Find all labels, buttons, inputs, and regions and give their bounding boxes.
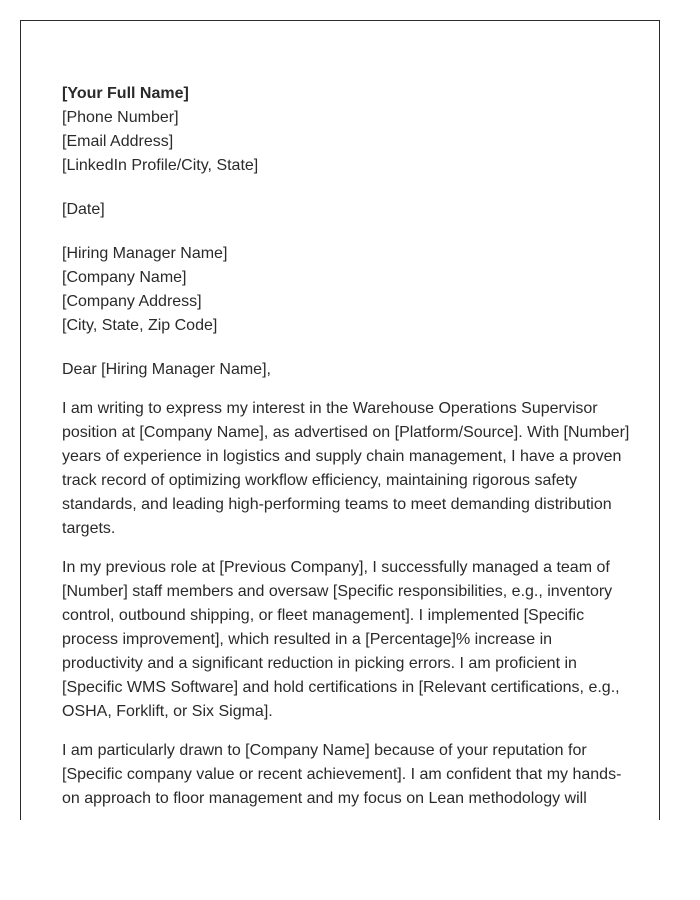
recipient-company-address: [Company Address]: [62, 293, 202, 310]
sender-block: [62, 82, 632, 178]
recipient-city-state-zip: [City, State, Zip Code]: [62, 317, 218, 334]
spacer: [62, 222, 632, 242]
recipient-company-name: [Company Name]: [62, 269, 187, 286]
sender-phone: [Phone Number]: [62, 109, 179, 126]
recipient-hiring-manager: [Hiring Manager Name]: [62, 245, 228, 262]
spacer: [62, 178, 632, 198]
body-paragraph-3: I am particularly drawn to [Company Name] because of your reputation for [Specific company value or recent achievement]. I am confident that my hands-on approach to floor management and my focus on Lean methodology will: [62, 742, 622, 807]
letter-content: [62, 82, 632, 820]
recipient-block: [62, 242, 632, 338]
letter-date: [Date]: [62, 201, 105, 218]
letter-page: [20, 20, 660, 820]
body-paragraph-1: I am writing to express my interest in the Warehouse Operations Supervisor position at [Company Name], as advertised on [Platform/Source]. With [Number] years of experience in logistics and supply chain management, I have a proven track record of optimizing workflow efficiency, maintaining rigorous safety standards, and leading high-performing teams to meet demanding distribution targets.: [62, 400, 630, 537]
salutation: Dear [Hiring Manager Name],: [62, 361, 271, 378]
spacer: [62, 338, 632, 358]
sender-linkedin-city-state: [LinkedIn Profile/City, State]: [62, 157, 259, 174]
body-paragraph-2: In my previous role at [Previous Company], I successfully managed a team of [Number] staff members and oversaw [Specific responsibilities, e.g., inventory control, outbound shipping, or fleet management]. I implemented [Specific process improvement], which resulted in a [Percentage]% increase in productivity and a significant reduction in picking errors. I am proficient in [Specific WMS Software] and hold certifications in [Relevant certifications, e.g., OSHA, Forklift, or Six Sigma].: [62, 559, 620, 720]
sender-name: [Your Full Name]: [62, 85, 189, 102]
sender-email: [Email Address]: [62, 133, 174, 150]
